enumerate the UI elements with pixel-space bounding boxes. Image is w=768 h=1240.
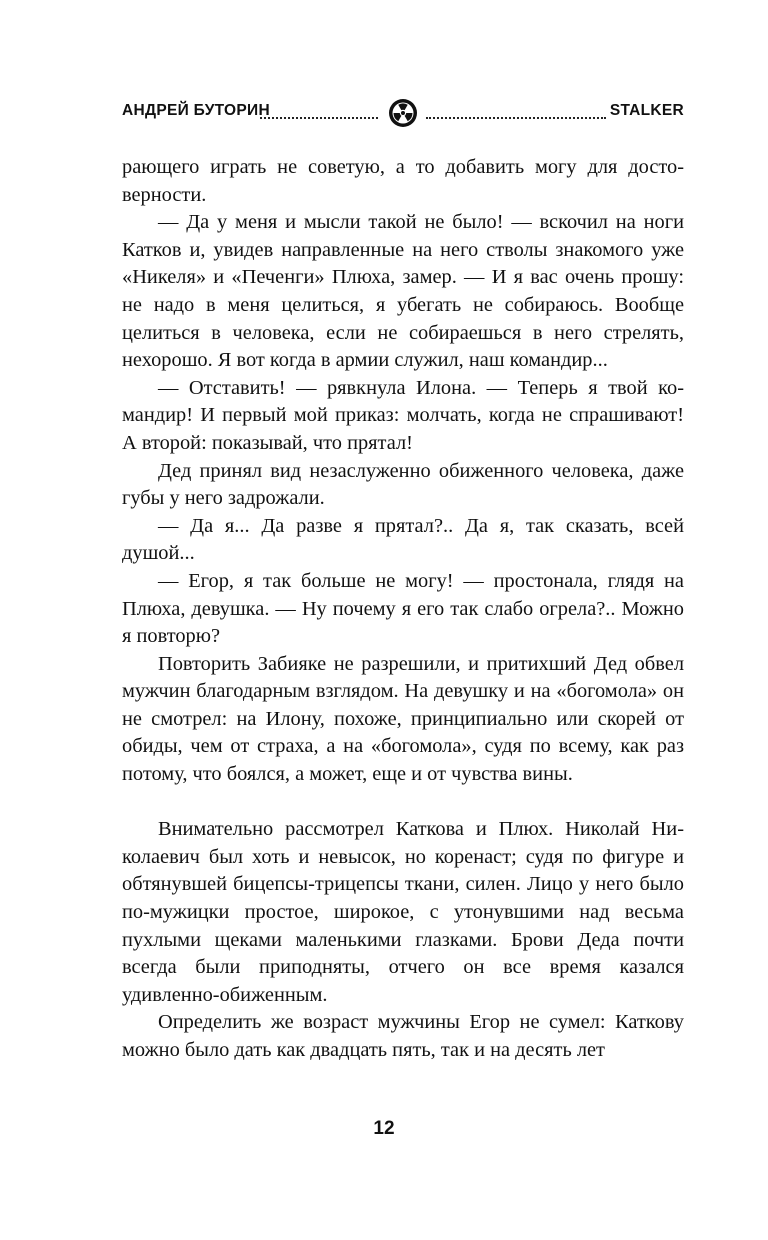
header-dotted-leader-right bbox=[426, 117, 606, 119]
page-number: 12 bbox=[373, 1118, 395, 1139]
header-dotted-leader-left bbox=[260, 117, 378, 119]
author-name: АНДРЕЙ БУТОРИН bbox=[122, 102, 270, 119]
running-header bbox=[122, 96, 684, 132]
paragraph: Повторить Забияке не разрешили, и притихший Дед обвел мужчин благодарным взглядом. На девушку и на «богомола» он не смотрел: на Илону, похоже, принципиально или скорей от обиды, чем от страха, а на «богомола», судя по всему, как раз потому, что боялся, а может, еще и от чувства вины. bbox=[122, 652, 684, 786]
radiation-icon bbox=[388, 98, 418, 128]
series-name: STALKER bbox=[609, 102, 684, 119]
paragraph: Внимательно рассмотрел Каткова и Плюх. Николай Николаевич был хоть и невысок, но коренаст; судя по фигуре и обтянувшей бицепсы-трицепсы ткани, силен. Лицо у него было по-мужицки простое, широкое, с утонувшими над весьма пухлыми щеками маленькими глазками. Брови Деда почти всегда были приподняты, отчего он все время казался удивленно-обиженным. bbox=[122, 818, 684, 1006]
paragraph: Определить же возраст мужчины Егор не сумел: Каткову можно было дать как двадцать пять, так и на десять лет bbox=[122, 1011, 684, 1061]
paragraph: рающего играть не советую, а то добавить могу для достоверности. bbox=[122, 156, 684, 206]
body-text bbox=[122, 154, 684, 1065]
paragraph: — Да у меня и мысли такой не было! — вскочил на ноги Катков и, увидев направленные на него стволы знакомого уже «Никеля» и «Печенги» Плюха, замер. — И я вас очень прошу: не надо в меня целиться, я убегать не собираюсь. Вообще целиться в человека, если не собираешься в него стрелять, нехорошо. Я вот когда в армии служил, наш командир... bbox=[122, 211, 684, 372]
paragraph: — Егор, я так больше не могу! — простонала, глядя на Плюха, девушка. — Ну почему я его так слабо огрела?.. Можно я повторю? bbox=[122, 569, 684, 648]
paragraph: — Отставить! — рявкнула Илона. — Теперь я твой командир! И первый мой приказ: молчать, когда не спрашивают! А второй: показывай, что прятал! bbox=[122, 376, 684, 454]
paragraph: — Да я... Да разве я прятал?.. Да я, так сказать, всей душой... bbox=[122, 514, 684, 565]
paragraph: Дед принял вид незаслуженно обиженного человека, даже губы у него задрожали. bbox=[122, 459, 684, 510]
